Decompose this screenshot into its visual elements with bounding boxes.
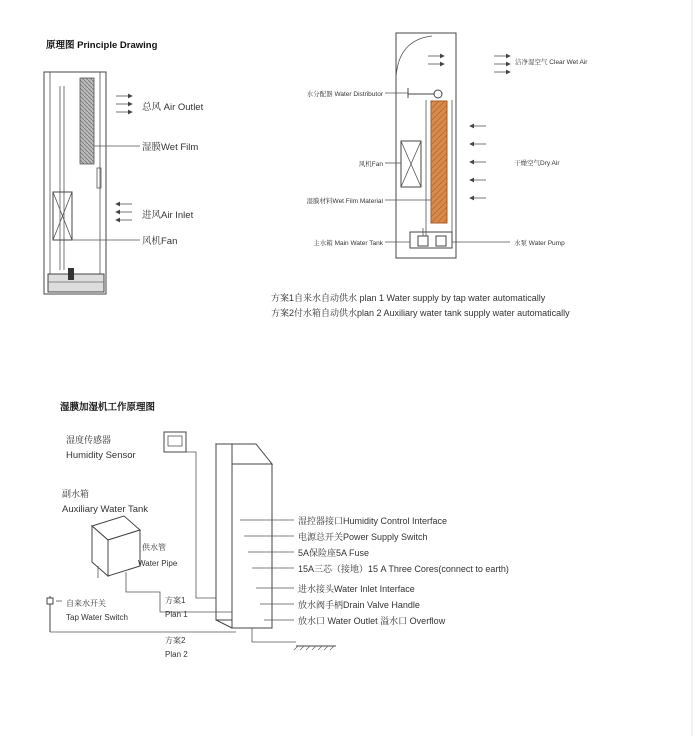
left-wet-film [80,78,94,164]
humidity-sensor-en: Humidity Sensor [66,450,136,461]
label-main-water-tank: 主水箱 Main Water Tank [313,240,383,247]
section1-title: 原理图 Principle Drawing [46,40,158,51]
label-air-inlet: 进风Air Inlet [142,210,194,221]
tap-water-switch [47,596,62,632]
label-right-fan: 风机Fan [358,161,383,168]
plan1-en: Plan 1 [165,610,188,619]
aux-tank-en: Auxiliary Water Tank [62,504,149,515]
interface-three-cores: 15A三芯（接地）15 A Three Cores(connect to earth) [298,564,509,574]
plan1-cn: 方案1 [165,596,186,605]
water-pipe-cn: 供水管 [142,543,166,552]
label-wet-film: 湿膜Wet Film [142,142,199,153]
right-dry-air-arrows [470,126,486,198]
label-air-outlet: 总风 Air Outlet [142,102,204,113]
interface-fuse: 5A保险座5A Fuse [298,548,370,558]
right-clear-air-arrows [428,56,510,72]
label-clear-wet-air: 洁净湿空气 Clear Wet Air [515,59,588,66]
label-water-pump: 水泵 Water Pump [514,240,565,247]
interface-drain-valve: 放水阀手柄Drain Valve Handle [298,600,420,610]
interface-water-inlet: 进水接头Water Inlet Interface [298,584,415,594]
right-unit [396,33,456,258]
water-pipe-en: Water Pipe [138,559,178,568]
plan2-cn: 方案2 [165,636,186,645]
plan2-en: Plan 2 [165,650,188,659]
tap-switch-en: Tap Water Switch [66,613,128,622]
right-wet-film [431,101,447,223]
left-unit [44,72,106,294]
humidity-sensor-box [164,432,186,452]
plan-2-text: 方案2付水箱自动供水plan 2 Auxiliary water tank supply water automatically [271,308,570,318]
interface-power-switch: 电源总开关Power Supply Switch [298,532,428,542]
left-inlet-arrows [116,204,132,220]
plan-1-text: 方案1自来水自动供水 plan 1 Water supply by tap water automatically [271,293,546,303]
tap-switch-cn: 自来水开关 [66,599,106,608]
label-dry-air: 干燥空气Dry Air [514,160,560,167]
label-fan: 风机Fan [142,236,178,247]
label-water-distributor: 水分配器 Water Distributor [306,91,383,98]
left-outlet-arrows [116,96,132,112]
humidity-sensor-cn: 湿度传感器 [66,435,112,445]
label-wet-film-material: 湿膜材料Wet Film Material [306,198,383,205]
interface-water-outlet: 放水口 Water Outlet 溢水口 Overflow [298,616,446,626]
aux-tank-cn: 副水箱 [62,489,90,499]
section2-title: 湿膜加湿机工作原理图 [60,402,156,413]
interface-humidity-control: 湿控器接口Humidity Control Interface [298,516,448,526]
aux-water-tank [92,516,140,584]
